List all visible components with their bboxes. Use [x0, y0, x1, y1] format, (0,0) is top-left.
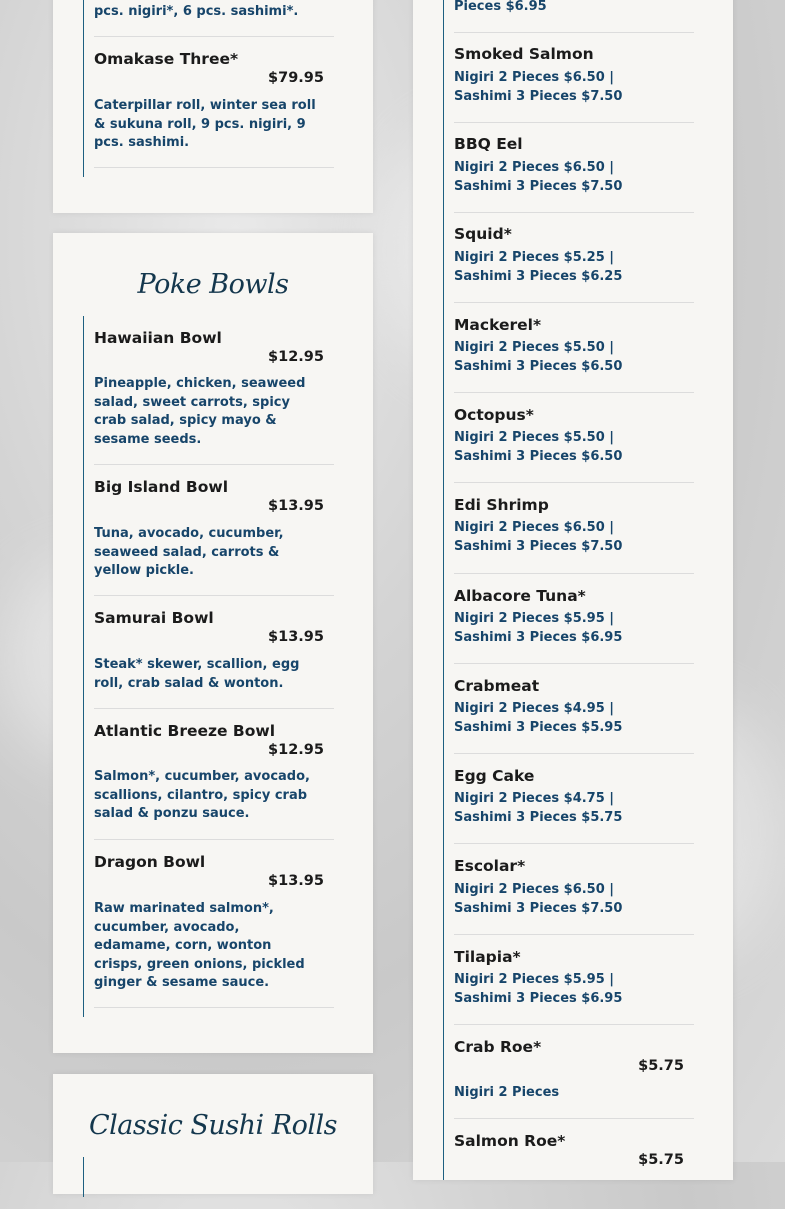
item-description: Steak* skewer, scallion, egg roll, crab salad & wonton.	[94, 657, 300, 691]
item-description: Nigiri 2 Pieces $4.95 | Sashimi 3 Pieces $5.95	[454, 701, 623, 735]
list-item	[94, 0, 334, 37]
item-description: Raw marinated salmon*, cucumber, avocado, edamame, corn, wonton crisps, green onions, pickled ginger & sesame sauce.	[94, 901, 305, 990]
nigiri-list	[443, 0, 694, 1180]
item-name: Crabmeat	[454, 677, 540, 695]
item-name: Octopus*	[454, 406, 534, 424]
item-description: Nigiri 2 Pieces $5.50 | Sashimi 3 Pieces $6.50	[454, 340, 623, 374]
list-item	[94, 465, 334, 596]
item-name: Hawaiian Bowl	[94, 329, 222, 347]
item-description: Pieces $6.95	[454, 0, 547, 14]
list-item	[454, 0, 694, 33]
item-description: Nigiri 2 Pieces $4.75 | Sashimi 3 Pieces $5.75	[454, 791, 623, 825]
item-price: $5.75	[638, 1058, 684, 1074]
item-description: Nigiri 2 Pieces $6.50 | Sashimi 3 Pieces $7.50	[454, 160, 623, 194]
item-price: $12.95	[268, 349, 324, 365]
list-item	[454, 935, 694, 1025]
list-item	[94, 596, 334, 709]
item-name: Crab Roe*	[454, 1038, 542, 1056]
omakase-card	[53, 0, 373, 213]
item-price: $13.95	[268, 629, 324, 645]
list-item	[454, 664, 694, 754]
list-item	[94, 37, 334, 168]
item-description: Caterpillar roll, winter sea roll & sukuna roll, 9 pcs. nigiri, 9 pcs. sashimi.	[94, 98, 316, 150]
item-price: $79.95	[268, 70, 324, 86]
poke-bowls-card	[53, 233, 373, 1053]
item-description: Nigiri 2 Pieces $5.95 | Sashimi 3 Pieces $6.95	[454, 611, 623, 645]
list-item	[454, 483, 694, 574]
item-description: Pineapple, chicken, seaweed salad, sweet carrots, spicy crab salad, spicy mayo & sesame seeds.	[94, 376, 306, 447]
item-price: $13.95	[268, 498, 324, 514]
item-name: Salmon Roe*	[454, 1132, 566, 1150]
item-description: Salmon*, cucumber, avocado, scallions, cilantro, spicy crab salad & ponzu sauce.	[94, 769, 310, 821]
omakase-list	[83, 0, 334, 177]
item-description: Nigiri 2 Pieces $5.50 | Sashimi 3 Pieces $6.50	[454, 430, 623, 464]
list-item	[94, 709, 334, 840]
item-price: $13.95	[268, 873, 324, 889]
item-name: BBQ Eel	[454, 135, 523, 153]
list-item	[454, 844, 694, 935]
classic-rolls-card	[53, 1074, 373, 1194]
item-name: Smoked Salmon	[454, 45, 594, 63]
item-name: Albacore Tuna*	[454, 587, 586, 605]
classic-list	[83, 1157, 334, 1197]
list-item	[454, 574, 694, 664]
item-name: Big Island Bowl	[94, 478, 229, 496]
item-name: Escolar*	[454, 857, 526, 875]
list-item	[94, 316, 334, 465]
list-item	[454, 123, 694, 213]
list-item	[454, 303, 694, 393]
item-name: Egg Cake	[454, 767, 535, 785]
section-title: Poke Bowls	[137, 269, 289, 300]
item-description: Nigiri 2 Pieces $6.50 | Sashimi 3 Pieces $7.50	[454, 70, 623, 104]
item-description: Nigiri 2 Pieces	[454, 1085, 560, 1100]
section-title: Classic Sushi Rolls	[88, 1110, 337, 1141]
list-item	[454, 33, 694, 123]
list-item	[454, 1119, 694, 1209]
item-name: Dragon Bowl	[94, 853, 206, 871]
list-item	[454, 754, 694, 844]
list-item	[454, 1025, 694, 1119]
item-name: Mackerel*	[454, 316, 542, 334]
item-price: $5.75	[638, 1152, 684, 1168]
item-description: Tuna, avocado, cucumber, seaweed salad, carrots & yellow pickle.	[94, 526, 284, 578]
nigiri-sashimi-card	[413, 0, 733, 1180]
item-name: Squid*	[454, 225, 512, 243]
item-name: Samurai Bowl	[94, 609, 214, 627]
item-description: pcs. nigiri*, 6 pcs. sashimi*.	[94, 4, 299, 19]
list-item	[94, 840, 334, 1008]
item-price: $12.95	[268, 742, 324, 758]
list-item	[454, 213, 694, 303]
item-name: Omakase Three*	[94, 50, 239, 68]
item-name: Atlantic Breeze Bowl	[94, 722, 276, 740]
item-description: Nigiri 2 Pieces $6.50 | Sashimi 3 Pieces $7.50	[454, 882, 623, 916]
list-item	[454, 393, 694, 483]
item-name: Tilapia*	[454, 948, 521, 966]
poke-list	[83, 316, 334, 1017]
item-name: Edi Shrimp	[454, 496, 549, 514]
item-description: Nigiri 2 Pieces $6.50 | Sashimi 3 Pieces $7.50	[454, 520, 623, 554]
item-description: Nigiri 2 Pieces $5.95 | Sashimi 3 Pieces $6.95	[454, 972, 623, 1006]
item-description: Nigiri 2 Pieces $5.25 | Sashimi 3 Pieces $6.25	[454, 250, 623, 284]
